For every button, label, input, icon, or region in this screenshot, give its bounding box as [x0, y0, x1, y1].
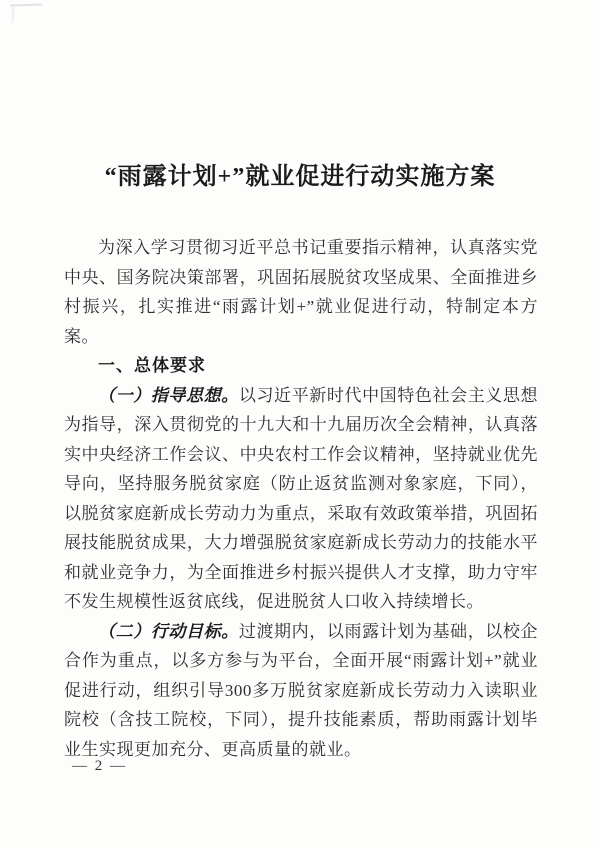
- paragraph-guiding-ideology-text: 以习近平新时代中国特色社会主义思想为指导，深入贯彻党的十九大和十九届历次全会精神，认真落实中央经济工作会议、中央农村工作会议精神，坚持就业优先导向，坚持服务脱贫家庭（防止返贫监测对象家庭，下同），以脱贫家庭新成长劳动力为重点，采取有效政策举措，巩固拓展技能脱贫成果，大力增强脱贫家庭新成长劳动力的技能水平和就业竞争力，为全面推进乡村振兴提供人才支撑，助力守牢不发生规模性返贫底线，促进脱贫人口收入持续增长。: [64, 385, 539, 611]
- intro-paragraph: [64, 233, 538, 351]
- paragraph-action-goals: [64, 617, 538, 765]
- scan-artifact-mark: [11, 7, 14, 23]
- paragraph-action-goals-lead: （二）行动目标。: [98, 621, 239, 641]
- paragraph-action-goals-text: 过渡期内，以雨露计划为基础，以校企合作为重点，以多方参与为平台，全面开展“雨露计划+”就业促进行动，组织引导300多万脱贫家庭新成长劳动力入读职业院校（含技工院校，下同），提升技能素质，帮助雨露计划毕业生实现更加充分、更高质量的就业。: [64, 621, 539, 759]
- paragraph-guiding-ideology-lead: （一）指导思想。: [98, 385, 239, 405]
- intro-paragraph-text: 为深入学习贯彻习近平总书记重要指示精神，认真落实党中央、国务院决策部署，巩固拓展脱贫攻坚成果、全面推进乡村振兴，扎实推进“雨露计划+”就业促进行动，特制定本方案。: [64, 238, 538, 346]
- document-title: “雨露计划+”就业促进行动实施方案: [104, 164, 496, 190]
- scan-artifact-mark: [10, 3, 42, 6]
- document-body: [64, 233, 538, 764]
- page-number: — 2 —: [72, 758, 127, 774]
- section-heading-overall-requirements: 一、总体要求: [98, 356, 206, 375]
- paragraph-guiding-ideology: [64, 381, 538, 617]
